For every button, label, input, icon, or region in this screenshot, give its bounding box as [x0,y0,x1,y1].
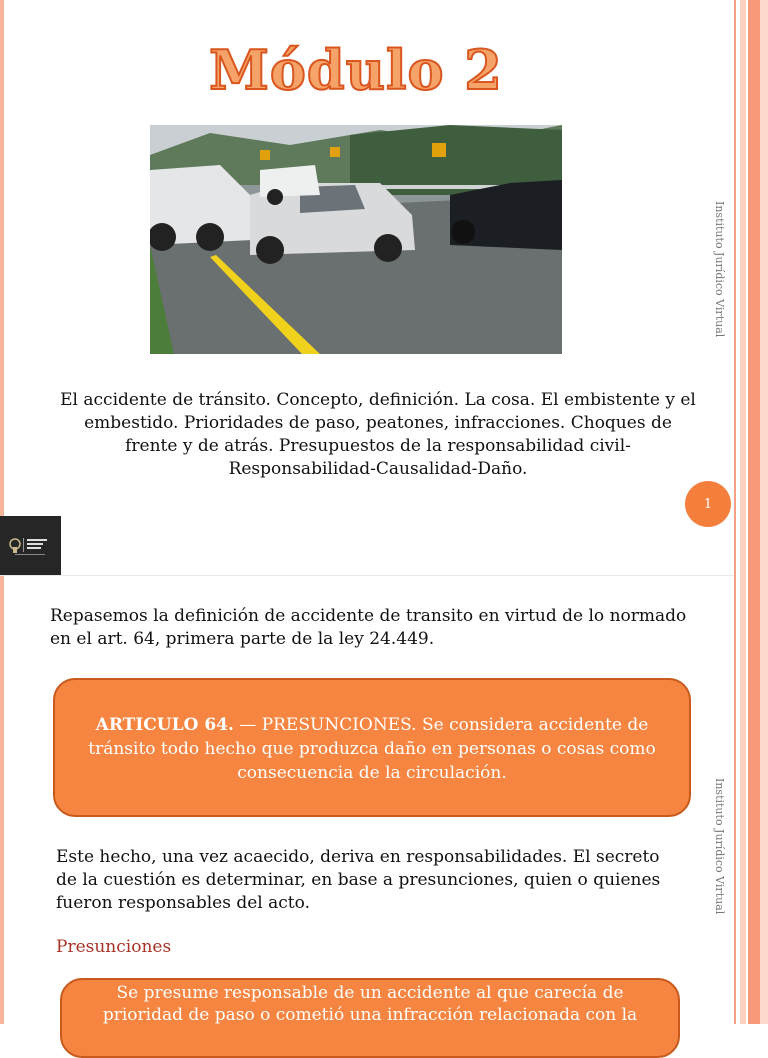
left-border [0,0,4,1024]
article-title: ARTICULO 64. [95,715,234,735]
module-intro-text: El accidente de tránsito. Concepto, definición. La cosa. El embistente y el embestido. Prioridades de paso, peatones, infracciones. Choques de frente y de atrás. Presupuestos de la responsabilidad civil-Responsabilidad-Causalidad-Daño. [60,390,696,479]
right-border-stripe [734,0,736,1024]
right-border-stripe [748,0,760,1024]
right-border-stripe [760,0,768,1024]
right-border-stripe [740,0,746,1024]
slide-title: Módulo 2 [209,38,503,102]
presunciones-heading: Presunciones [56,937,172,957]
page-number-badge: 1 [685,481,731,527]
institute-logo [0,516,61,576]
institute-side-label: Instituto Jurídico Virtual [713,778,726,915]
institute-side-label: Instituto Jurídico Virtual [713,201,726,338]
institute-logo-icon [7,534,55,558]
review-text: Repasemos la definición de accidente de transito en virtud de lo normado en el art. 64, primera parte de la ley 24.449. [50,606,687,649]
presumption-box: Se presume responsable de un accidente al que carecía de prioridad de paso o cometió una infracción relacionada con la [60,978,680,1058]
accident-photo-illustration [150,125,562,354]
responsibility-paragraph: Este hecho, una vez acaecido, deriva en responsabilidades. El secreto de la cuestión es determinar, en base a presunciones, quien o quienes fueron responsables del acto. [56,847,661,913]
slide-separator [0,575,734,576]
article-body: — PRESUNCIONES. Se considera accidente de tránsito todo hecho que produzca daño en personas o cosas como consecuencia de la circulación. [88,715,656,783]
accident-photo [150,125,562,354]
article-64-box [53,678,691,817]
